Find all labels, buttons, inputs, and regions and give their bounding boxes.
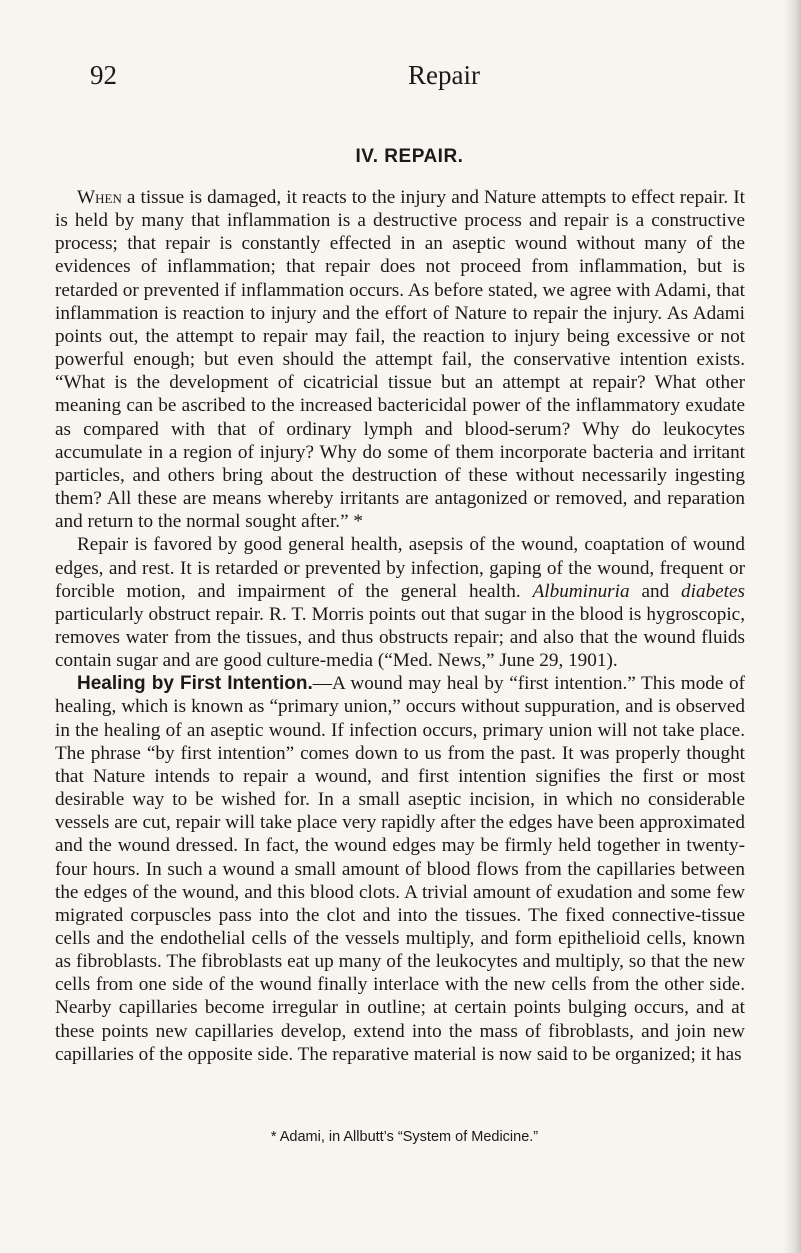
paragraph-first-intention-text: —A wound may heal by “first intention.” This mode of healing, which is known as “primary union,” occurs without suppuration, and is observed in the healing of an aseptic wound. If infection occurs, primary union will not take place. The phrase “by first intention” comes down to us from the past. It was properly thought that Nature intends to repair a wound, and first intention signifies the first or most desirable way to be wished for. In a small aseptic incision, in which no considerable vessels are cut, repair will take place very rapidly after the edges have been approximated and the wound dressed. In fact, the wound edges may be firmly held together in twenty-four hours. In such a wound a small amount of blood flows from the capillaries between the edges of the wound, and this blood clots. A trivial amount of exudation and some few migrated corpuscles pass into the clot and into the tissues. The fixed connective-tissue cells and the endothelial cells of the vessels multiply, and form epithelioid cells, known as fibroblasts. The fibroblasts eat up many of the leukocytes and multiply, so that the new cells from one side of the wound finally interlace with the new cells from the other side. Nearby capillaries become irregular in outline; at certain points bulging occurs, and at these points new capillaries develop, extend into the mass of fibroblasts, and join new capillaries of the opposite side. The reparative material is now said to be organized; it has: [55, 673, 745, 1065]
body-text: [55, 186, 745, 1066]
page-edge-shadow: [783, 0, 801, 1253]
paragraph-repair-text-b: particularly obstruct repair. R. T. Morris points out that sugar in the blood is hygroscopic, removes water from the tissues, and thus obstructs repair; and also that the wound fluids contain sugar and are good culture-media (“Med. News,” June 29, 1901).: [55, 603, 745, 672]
connector-and: and: [629, 580, 682, 602]
paragraph-first-intention: [55, 672, 745, 1066]
section-side-heading: Healing by First Intention.: [77, 673, 313, 695]
paragraph-intro-text: a tissue is damaged, it reacts to the injury and Nature attempts to effect repair. It is held by many that inflammation is a destructive process and repair is a constructive process; that repair is constantly effected in an aseptic wound without many of the evidences of inflammation; that repair does not proceed from inflammation, but is retarded or prevented if inflammation occurs. As before stated, we agree with Adami, that inflammation is reaction to injury and the effort of Nature to repair the injury. As Adami points out, the attempt to repair may fail, the reaction to injury being excessive or not powerful enough; but even should the attempt fail, the conservative intention exists. “What is the development of cicatricial tissue but an attempt at repair? What other meaning can be ascribed to the increased bactericidal power of the inflammatory exudate as compared with that of ordinary lymph and blood-serum? Why do leukocytes accumulate in a region of injury? Why do some of them incorporate bacteria and irritant particles, and others bring about the destruction of these without necessarily ingesting them? All these are means whereby irritants are antagonized or removed, and reparation and return to the normal sought after.” *: [55, 187, 745, 533]
running-title: Repair: [408, 60, 480, 90]
paragraph-lead-word: When: [77, 187, 122, 208]
running-head: [0, 58, 801, 98]
italic-term-diabetes: diabetes: [681, 580, 745, 602]
chapter-heading: IV. REPAIR.: [355, 146, 464, 167]
paragraph-repair-factors: [55, 533, 745, 672]
paragraph-intro: [55, 186, 745, 533]
footnote: * Adami, in Allbutt’s “System of Medicine.”: [270, 1129, 539, 1145]
page-number: 92: [90, 60, 117, 90]
paragraph-repair-text-a: Repair is favored by good general health, asepsis of the wound, coaptation of wound edges, and rest. It is retarded or prevented by infection, gaping of the wound, frequent or forcible motion, and impairment of the general health.: [55, 534, 745, 602]
italic-term-albuminuria: Albuminuria: [532, 580, 630, 602]
